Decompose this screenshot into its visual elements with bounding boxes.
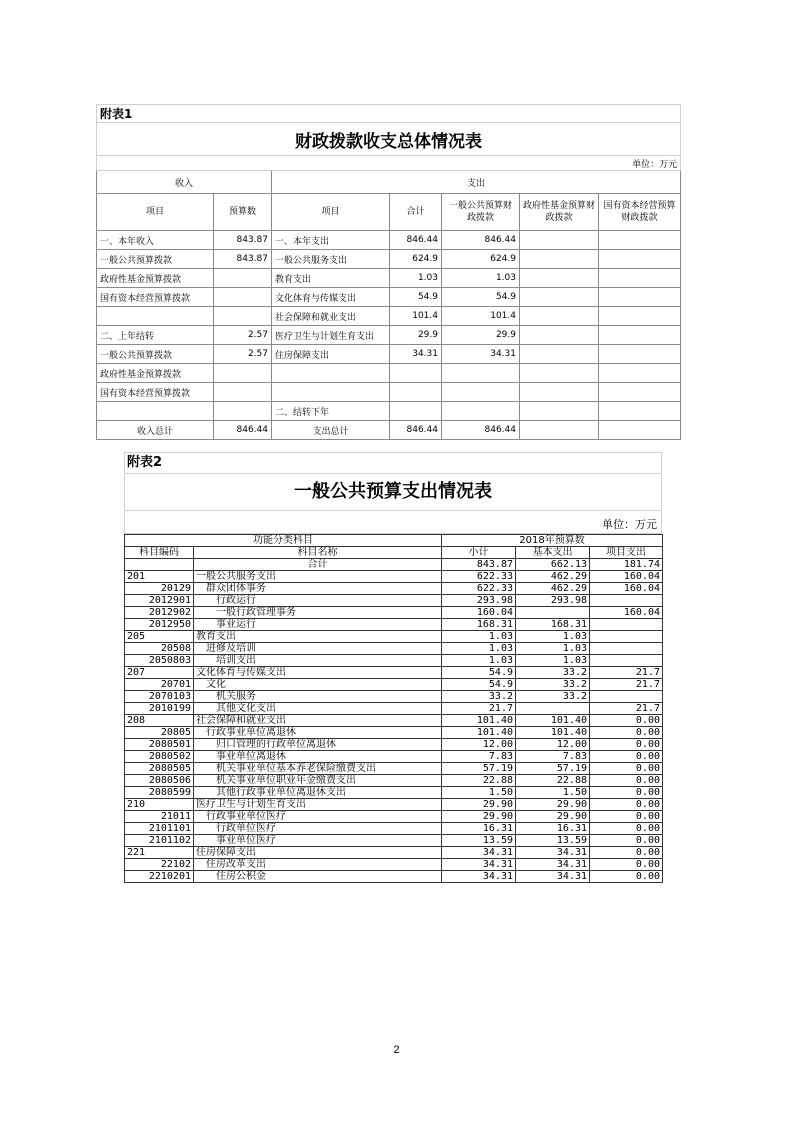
table2-row — [125, 667, 663, 679]
table1-cell — [390, 364, 442, 383]
table1-row — [97, 250, 681, 269]
table1-row — [97, 307, 681, 326]
table2-code-cell: 221 — [125, 847, 194, 859]
table2-value-cell: 16.31 — [442, 823, 516, 835]
table2-name-cell: 事业单位离退休 — [194, 751, 442, 763]
table1-header-cell: 项目 — [272, 194, 390, 231]
table2-name-cell: 机关事业单位基本养老保险缴费支出 — [194, 763, 442, 775]
table2-value-cell: 293.98 — [442, 595, 516, 607]
table2-name-cell: 住房保障支出 — [194, 847, 442, 859]
table2-value-cell — [590, 595, 663, 607]
table2-total-row — [125, 559, 663, 571]
table1-cell: 54.9 — [390, 288, 442, 307]
table2-header-cell: 科目名称 — [194, 547, 442, 559]
table2-value-cell: 29.90 — [516, 811, 590, 823]
table2-value-cell: 1.03 — [516, 655, 590, 667]
table2-unit: 单位：万元 — [124, 511, 662, 534]
table2-name-cell: 归口管理的行政单位离退休 — [194, 739, 442, 751]
table2-value-cell: 7.83 — [442, 751, 516, 763]
table2-row — [125, 715, 663, 727]
table2-value-cell: 293.98 — [516, 595, 590, 607]
table1-cell: 34.31 — [442, 345, 520, 364]
table2-row — [125, 703, 663, 715]
table2-name-cell: 一般行政管理事务 — [194, 607, 442, 619]
table1-cell: 国有资本经营预算拨款 — [97, 383, 214, 402]
table1-cell — [214, 402, 272, 421]
table1-cell: 1.03 — [442, 269, 520, 288]
table1-cell — [599, 402, 681, 421]
table2-value-cell — [590, 691, 663, 703]
table2-value-cell: 12.00 — [442, 739, 516, 751]
table2-row — [125, 655, 663, 667]
table2-code-cell: 2080599 — [125, 787, 194, 799]
table1-cell: 843.87 — [214, 231, 272, 250]
table2-value-cell: 34.31 — [442, 859, 516, 871]
table1-cell: 住房保障支出 — [272, 345, 390, 364]
table2-code-cell: 2070103 — [125, 691, 194, 703]
table1-header-cell: 预算数 — [214, 194, 272, 231]
table2-row — [125, 811, 663, 823]
table2-cell — [125, 559, 194, 571]
table1-row — [97, 402, 681, 421]
table2-value-cell: 16.31 — [516, 823, 590, 835]
table1-cell: 624.9 — [390, 250, 442, 269]
table2-value-cell: 168.31 — [442, 619, 516, 631]
table1-row — [97, 345, 681, 364]
table2-name-cell: 事业单位医疗 — [194, 835, 442, 847]
table2-value-cell: 0.00 — [590, 871, 663, 883]
table1-cell: 29.9 — [442, 326, 520, 345]
table1-header-cell: 项目 — [97, 194, 214, 231]
table2-value-cell: 0.00 — [590, 715, 663, 727]
table1-total-cell: 846.44 — [442, 421, 520, 440]
table1-total-row — [97, 421, 681, 440]
table1-cell — [214, 364, 272, 383]
table2-value-cell: 462.29 — [516, 571, 590, 583]
table2-cell: 合计 — [194, 559, 442, 571]
table2-header-cell: 项目支出 — [590, 547, 663, 559]
table2-value-cell: 0.00 — [590, 763, 663, 775]
table1-row — [97, 326, 681, 345]
table2-row — [125, 739, 663, 751]
table1-cell: 国有资本经营预算拨款 — [97, 288, 214, 307]
table2-code-cell: 2080505 — [125, 763, 194, 775]
table2-value-cell: 622.33 — [442, 583, 516, 595]
table1-cell — [214, 269, 272, 288]
table1-cell — [97, 307, 214, 326]
table2-row — [125, 835, 663, 847]
table1-header-row — [97, 194, 681, 231]
table2-value-cell: 13.59 — [442, 835, 516, 847]
table2-row — [125, 751, 663, 763]
table1-header-cell: 合计 — [390, 194, 442, 231]
table2-name-cell: 社会保障和就业支出 — [194, 715, 442, 727]
table1-cell: 社会保障和就业支出 — [272, 307, 390, 326]
table2-code-cell: 2012950 — [125, 619, 194, 631]
table1-cell: 二、上年结转 — [97, 326, 214, 345]
table2-code-cell: 21011 — [125, 811, 194, 823]
table2-name-cell: 教育支出 — [194, 631, 442, 643]
table2-code-cell: 2080501 — [125, 739, 194, 751]
table2-code-cell: 205 — [125, 631, 194, 643]
table1-cell: 29.9 — [390, 326, 442, 345]
table1-cell: 医疗卫生与计划生育支出 — [272, 326, 390, 345]
table1-cell: 一、本年收入 — [97, 231, 214, 250]
table2-code-cell: 201 — [125, 571, 194, 583]
table2-value-cell: 29.90 — [516, 799, 590, 811]
table2-value-cell: 54.9 — [442, 667, 516, 679]
table1-cell: 624.9 — [442, 250, 520, 269]
table1-unit: 单位：万元 — [97, 156, 681, 171]
table1-header-cell: 国有资本经营预算财政拨款 — [599, 194, 681, 231]
table1-total-cell: 收入总计 — [97, 421, 214, 440]
table2-value-cell: 1.50 — [516, 787, 590, 799]
table2-name-cell: 群众团体事务 — [194, 583, 442, 595]
table2-value-cell: 0.00 — [590, 847, 663, 859]
table1-cell — [390, 402, 442, 421]
table2-value-cell: 34.31 — [442, 847, 516, 859]
table1-header-cell: 一般公共预算财政拨款 — [442, 194, 520, 231]
table2-name-cell: 行政单位医疗 — [194, 823, 442, 835]
table1-cell — [214, 383, 272, 402]
table2-value-cell: 29.90 — [442, 799, 516, 811]
table2-value-cell — [516, 703, 590, 715]
table2-row — [125, 871, 663, 883]
table2-code-cell: 2080506 — [125, 775, 194, 787]
table2-value-cell: 1.03 — [516, 643, 590, 655]
table1-cell — [599, 326, 681, 345]
table1-cell — [442, 383, 520, 402]
table1-cell — [520, 383, 599, 402]
table1-cell: 101.4 — [442, 307, 520, 326]
table2-value-cell: 0.00 — [590, 751, 663, 763]
table2-row — [125, 691, 663, 703]
table2-value-cell: 21.7 — [590, 667, 663, 679]
table1-cell: 一般公共预算拨款 — [97, 345, 214, 364]
table2-value-cell: 0.00 — [590, 811, 663, 823]
table2-label: 附表2 — [124, 452, 662, 474]
table1-cell: 政府性基金预算拨款 — [97, 364, 214, 383]
table2-code-cell: 20701 — [125, 679, 194, 691]
table2-value-cell: 1.03 — [442, 631, 516, 643]
table2-header-cell: 科目编码 — [125, 547, 194, 559]
table2-row — [125, 859, 663, 871]
table2-code-cell: 210 — [125, 799, 194, 811]
table2-row — [125, 799, 663, 811]
table1-header-cell: 政府性基金预算财政拨款 — [520, 194, 599, 231]
table2-value-cell: 168.31 — [516, 619, 590, 631]
table1-cell: 政府性基金预算拨款 — [97, 269, 214, 288]
table1-cell — [599, 364, 681, 383]
table2-value-cell: 0.00 — [590, 739, 663, 751]
table2-name-cell: 文化 — [194, 679, 442, 691]
table1-cell — [272, 383, 390, 402]
table2-value-cell — [590, 631, 663, 643]
table1-cell — [520, 402, 599, 421]
table2-header-cell: 功能分类科目 — [125, 535, 442, 547]
table2-value-cell: 33.2 — [442, 691, 516, 703]
table2-name-cell: 进修及培训 — [194, 643, 442, 655]
table2-code-cell: 208 — [125, 715, 194, 727]
table2-value-cell: 21.7 — [590, 679, 663, 691]
table1-cell: 一般公共服务支出 — [272, 250, 390, 269]
table2-value-cell: 0.00 — [590, 787, 663, 799]
page-number: 2 — [393, 1044, 400, 1056]
table2-value-cell: 34.31 — [516, 847, 590, 859]
table2-value-cell: 34.31 — [516, 859, 590, 871]
table1-cell — [520, 326, 599, 345]
table2-name-cell: 其他行政事业单位离退休支出 — [194, 787, 442, 799]
table2-value-cell: 0.00 — [590, 799, 663, 811]
table2-value-cell: 12.00 — [516, 739, 590, 751]
table1-total-cell: 支出总计 — [272, 421, 390, 440]
table1-cell — [599, 231, 681, 250]
table2-name-cell: 住房改革支出 — [194, 859, 442, 871]
table2-name-cell: 文化体育与传媒支出 — [194, 667, 442, 679]
table2-name-cell: 住房公积金 — [194, 871, 442, 883]
table1-cell — [214, 288, 272, 307]
table1-cell — [599, 288, 681, 307]
table2-name-cell: 行政事业单位医疗 — [194, 811, 442, 823]
table2-row — [125, 631, 663, 643]
table2-code-cell: 2012901 — [125, 595, 194, 607]
table1-row — [97, 269, 681, 288]
table2-name-cell: 培训支出 — [194, 655, 442, 667]
table2-value-cell: 1.03 — [442, 643, 516, 655]
table1-cell — [97, 402, 214, 421]
table1-cell: 846.44 — [390, 231, 442, 250]
table1-cell — [520, 231, 599, 250]
table2-value-cell: 101.40 — [516, 727, 590, 739]
table2-row — [125, 775, 663, 787]
table2-code-cell: 2050803 — [125, 655, 194, 667]
table1-cell — [520, 250, 599, 269]
table1-cell: 846.44 — [442, 231, 520, 250]
table1-cell — [272, 364, 390, 383]
table2-value-cell: 34.31 — [516, 871, 590, 883]
table1-row — [97, 364, 681, 383]
table2-name-cell: 机关服务 — [194, 691, 442, 703]
table2-name-cell: 机关事业单位职业年金缴费支出 — [194, 775, 442, 787]
table1-title: 财政拨款收支总体情况表 — [97, 123, 681, 156]
table1-cell — [599, 383, 681, 402]
table2-code-cell: 2010199 — [125, 703, 194, 715]
table1-total-cell: 846.44 — [390, 421, 442, 440]
table2-code-cell: 2210201 — [125, 871, 194, 883]
table1-cell: 101.4 — [390, 307, 442, 326]
table2-value-cell — [590, 619, 663, 631]
table2-header-row — [125, 535, 663, 547]
table2-value-cell: 0.00 — [590, 835, 663, 847]
table2-name-cell: 事业运行 — [194, 619, 442, 631]
table1-group-expense: 支出 — [272, 171, 681, 194]
table2-value-cell: 160.04 — [442, 607, 516, 619]
table1-cell — [442, 402, 520, 421]
table1-cell — [599, 307, 681, 326]
table1-cell: 1.03 — [390, 269, 442, 288]
table2-row — [125, 607, 663, 619]
table2-value-cell: 1.03 — [442, 655, 516, 667]
table2-name-cell: 其他文化支出 — [194, 703, 442, 715]
table2-value-cell: 33.2 — [516, 667, 590, 679]
table1-cell — [390, 383, 442, 402]
table2-header-cell: 2018年预算数 — [442, 535, 663, 547]
table1-cell: 一、本年支出 — [272, 231, 390, 250]
table1-cell: 2.57 — [214, 345, 272, 364]
table2-header-cell: 小计 — [442, 547, 516, 559]
table2-cell: 181.74 — [590, 559, 663, 571]
table2-value-cell: 54.9 — [442, 679, 516, 691]
table2-row — [125, 787, 663, 799]
table2-value-cell: 462.29 — [516, 583, 590, 595]
table2-code-cell: 2101101 — [125, 823, 194, 835]
table1-cell: 文化体育与传媒支出 — [272, 288, 390, 307]
table2-row — [125, 763, 663, 775]
table2-name-cell: 行政事业单位离退休 — [194, 727, 442, 739]
table1 — [96, 104, 681, 440]
table2-value-cell: 0.00 — [590, 859, 663, 871]
table2-name-cell: 医疗卫生与计划生育支出 — [194, 799, 442, 811]
table2-value-cell: 13.59 — [516, 835, 590, 847]
table2-value-cell: 160.04 — [590, 583, 663, 595]
table2-header-cell: 基本支出 — [516, 547, 590, 559]
table2-value-cell: 160.04 — [590, 607, 663, 619]
table2-value-cell: 33.2 — [516, 691, 590, 703]
table2-value-cell: 22.88 — [516, 775, 590, 787]
table1-cell — [520, 307, 599, 326]
table2-value-cell: 57.19 — [516, 763, 590, 775]
table1-cell: 一般公共预算拨款 — [97, 250, 214, 269]
table1-label: 附表1 — [97, 105, 681, 123]
table2-title: 一般公共预算支出情况表 — [124, 474, 662, 511]
table2-value-cell: 0.00 — [590, 727, 663, 739]
table2-value-cell — [590, 643, 663, 655]
table1-cell — [520, 345, 599, 364]
table1-cell: 54.9 — [442, 288, 520, 307]
table2-code-cell: 2080502 — [125, 751, 194, 763]
table1-cell: 2.57 — [214, 326, 272, 345]
table2-value-cell: 101.40 — [442, 727, 516, 739]
table1-cell — [520, 288, 599, 307]
table2-code-cell: 2101102 — [125, 835, 194, 847]
table1-cell — [214, 307, 272, 326]
table2-value-cell: 1.50 — [442, 787, 516, 799]
table2-value-cell: 622.33 — [442, 571, 516, 583]
table1-total-cell — [520, 421, 599, 440]
table2-code-cell: 22102 — [125, 859, 194, 871]
table2-row — [125, 643, 663, 655]
table1-cell — [599, 345, 681, 364]
table1-cell — [442, 364, 520, 383]
table2-row — [125, 571, 663, 583]
table1-row — [97, 383, 681, 402]
table1-cell — [599, 250, 681, 269]
table1-cell: 教育支出 — [272, 269, 390, 288]
table1-cell — [520, 269, 599, 288]
table2-value-cell: 0.00 — [590, 775, 663, 787]
table1-cell — [520, 364, 599, 383]
table2-code-cell: 20508 — [125, 643, 194, 655]
table1-cell: 843.87 — [214, 250, 272, 269]
table2-value-cell — [590, 655, 663, 667]
table2-code-cell: 2012902 — [125, 607, 194, 619]
table2-value-cell: 21.7 — [590, 703, 663, 715]
table2-value-cell: 21.7 — [442, 703, 516, 715]
table2-cell: 662.13 — [516, 559, 590, 571]
table2-container — [124, 452, 662, 883]
table2 — [124, 534, 663, 883]
table2-row — [125, 595, 663, 607]
table2-value-cell: 34.31 — [442, 871, 516, 883]
table2-name-cell: 行政运行 — [194, 595, 442, 607]
table2-value-cell: 1.03 — [516, 631, 590, 643]
table2-value-cell — [516, 607, 590, 619]
table2-row — [125, 619, 663, 631]
table2-value-cell: 57.19 — [442, 763, 516, 775]
table2-value-cell: 7.83 — [516, 751, 590, 763]
table1-cell — [599, 269, 681, 288]
table1-cell: 34.31 — [390, 345, 442, 364]
table2-row — [125, 823, 663, 835]
table2-value-cell: 29.90 — [442, 811, 516, 823]
table2-value-cell: 101.40 — [442, 715, 516, 727]
table2-code-cell: 20129 — [125, 583, 194, 595]
table2-cell: 843.87 — [442, 559, 516, 571]
table2-value-cell: 0.00 — [590, 823, 663, 835]
table1-total-cell: 846.44 — [214, 421, 272, 440]
table2-code-cell: 207 — [125, 667, 194, 679]
table1-container — [96, 104, 680, 437]
table1-total-cell — [599, 421, 681, 440]
table2-header-row — [125, 547, 663, 559]
table2-row — [125, 847, 663, 859]
table2-value-cell: 160.04 — [590, 571, 663, 583]
table2-code-cell: 20805 — [125, 727, 194, 739]
table2-name-cell: 一般公共服务支出 — [194, 571, 442, 583]
table2-row — [125, 583, 663, 595]
table2-row — [125, 679, 663, 691]
table2-value-cell: 22.88 — [442, 775, 516, 787]
table2-value-cell: 33.2 — [516, 679, 590, 691]
table1-cell: 二、结转下年 — [272, 402, 390, 421]
table2-row — [125, 727, 663, 739]
table2-value-cell: 101.40 — [516, 715, 590, 727]
table1-group-income: 收入 — [97, 171, 272, 194]
table1-row — [97, 288, 681, 307]
table1-row — [97, 231, 681, 250]
